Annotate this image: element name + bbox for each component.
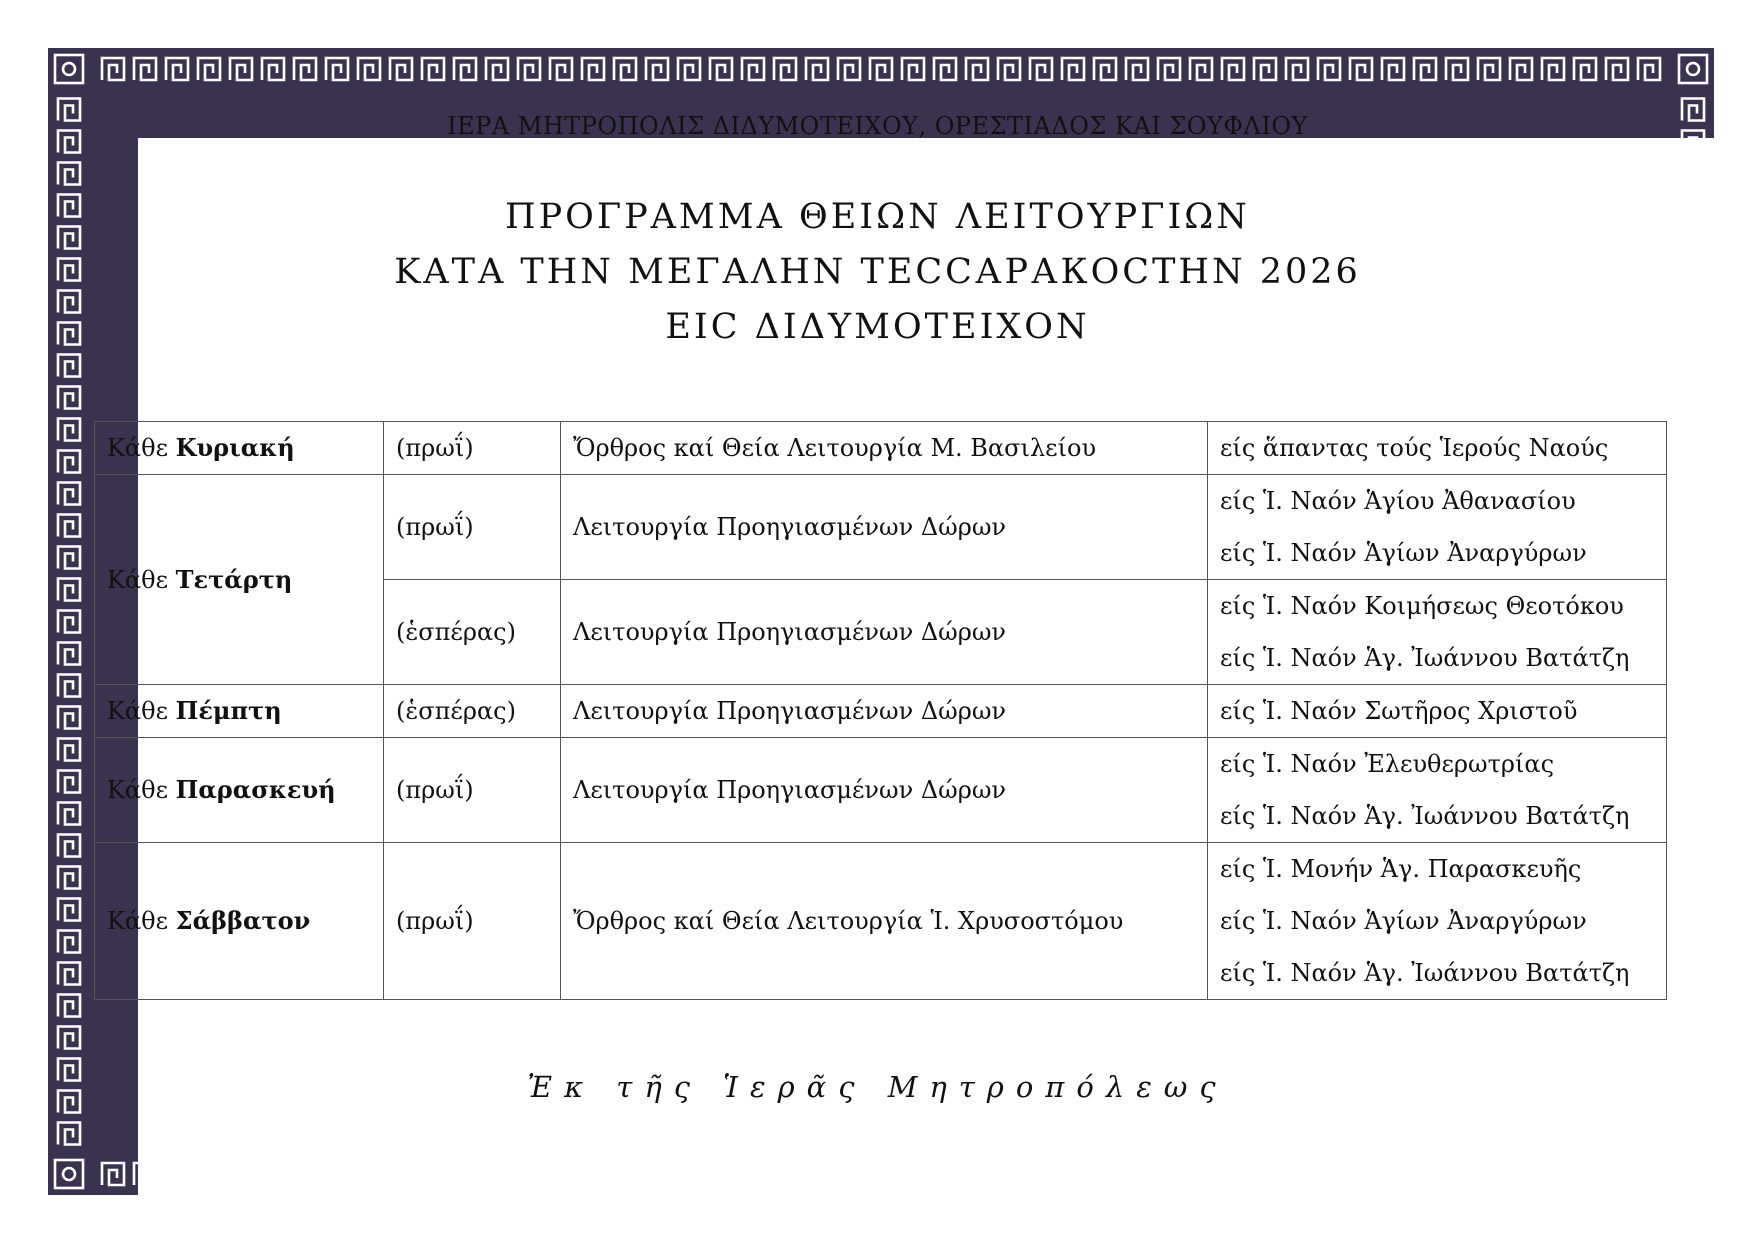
time-cell: (ἑσπέρας) bbox=[384, 580, 561, 685]
time-cell: (πρωΐ) bbox=[384, 843, 561, 1000]
footer-signature: Ἐκ τῆς Ἱερᾶς Μητροπόλεως bbox=[527, 1070, 1228, 1104]
day-cell: Κάθε Σάββατον bbox=[95, 843, 384, 1000]
day-cell: Κάθε Παρασκευή bbox=[95, 738, 384, 843]
service-cell: Ὄρθρος καί Θεία Λειτουργία Μ. Βασιλείου bbox=[561, 422, 1208, 475]
day-cell: Κάθε Τετάρτη bbox=[95, 475, 384, 685]
schedule-table bbox=[94, 421, 1667, 1000]
table-row bbox=[95, 843, 1667, 1000]
service-cell: Λειτουργία Προηγιασμένων Δώρων bbox=[561, 475, 1208, 580]
place-cell: είς Ἱ. Ναόν Κοιμήσεως Θεοτόκου είς Ἱ. Ναόν Ἁγ. Ἰωάννου Βατάτζη bbox=[1208, 580, 1667, 685]
title-line-1: ΠΡΟΓΡΑΜΜΑ ΘΕΙΩΝ ΛΕΙΤΟΥΡΓΙΩΝ bbox=[505, 197, 1250, 237]
time-cell: (πρωΐ) bbox=[384, 475, 561, 580]
place-cell: είς Ἱ. Ναόν Ἐλευθερωτρίας είς Ἱ. Ναόν Ἁγ. Ἰωάννου Βατάτζη bbox=[1208, 738, 1667, 843]
place-cell: είς Ἱ. Ναόν Σωτῆρος Χριστοῦ bbox=[1208, 685, 1667, 738]
place-cell: είς ἅπαντας τούς Ἱερούς Ναούς bbox=[1208, 422, 1667, 475]
time-cell: (ἑσπέρας) bbox=[384, 685, 561, 738]
table-row bbox=[95, 475, 1667, 580]
service-cell: Λειτουργία Προηγιασμένων Δώρων bbox=[561, 685, 1208, 738]
table-row bbox=[95, 422, 1667, 475]
time-cell: (πρωΐ) bbox=[384, 422, 561, 475]
service-cell: Λειτουργία Προηγιασμένων Δώρων bbox=[561, 738, 1208, 843]
place-cell: είς Ἱ. Ναόν Ἁγίου Ἀθανασίου είς Ἱ. Ναόν Ἁγίων Ἀναργύρων bbox=[1208, 475, 1667, 580]
service-cell: Λειτουργία Προηγιασμένων Δώρων bbox=[561, 580, 1208, 685]
place-cell: είς Ἱ. Μονήν Ἁγ. Παρασκευῆς είς Ἱ. Ναόν Ἁγίων Ἀναργύρων είς Ἱ. Ναόν Ἁγ. Ἰωάννου Βατάτζη bbox=[1208, 843, 1667, 1000]
day-cell: Κάθε Πέμπτη bbox=[95, 685, 384, 738]
service-cell: Ὄρθρος καί Θεία Λειτουργία Ἱ. Χρυσοστόμου bbox=[561, 843, 1208, 1000]
day-cell: Κάθε Κυριακή bbox=[95, 422, 384, 475]
time-cell: (πρωΐ) bbox=[384, 738, 561, 843]
title-line-3: ΕΙС ΔΙΔΥΜΟΤΕΙΧΟΝ bbox=[665, 307, 1090, 347]
title-line-2: ΚΑΤΑ ΤΗΝ ΜΕΓΑΛΗΝ ΤΕССАРАКОСТНΝ 2026 bbox=[394, 252, 1361, 292]
table-row bbox=[95, 685, 1667, 738]
metropolis-heading: ΙΕΡΑ ΜΗΤΡΟΠΟΛΙΣ ΔΙΔΥΜΟΤΕΙΧΟΥ, ΟΡΕΣΤΙΑΔΟΣ ΚΑΙ ΣΟΥΦΛΙΟΥ bbox=[447, 112, 1308, 140]
table-row bbox=[95, 738, 1667, 843]
